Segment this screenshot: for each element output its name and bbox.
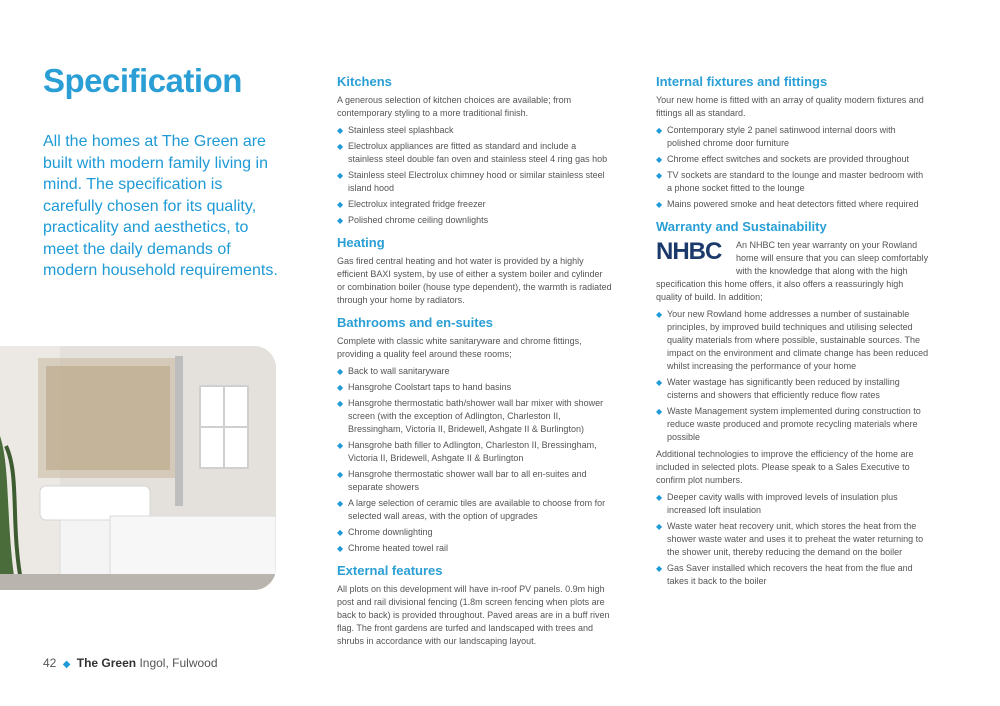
internal-section <box>656 74 930 211</box>
list-item: ◆ Contemporary style 2 panel satinwood internal doors with polished chrome door furniture <box>656 124 930 150</box>
intro-text: All the homes at The Green are built with modern family living in mind. The specification is carefully chosen for its quality, practicality and aesthetics, to meet the daily demands of modern household requirements. <box>43 133 278 279</box>
page-number: 42 <box>43 656 57 670</box>
list-item: ◆ Stainless steel splashback <box>337 124 612 137</box>
bathrooms-intro: Complete with classic white sanitaryware and chrome fittings, providing a quality feel around these rooms; <box>337 336 582 359</box>
warranty-heading: Warranty and Sustainability <box>656 219 827 234</box>
list-item: ◆ Waste Management system implemented during construction to reduce waste produced and promote recycling materials where possible <box>656 405 930 444</box>
location-name: Ingol, Fulwood <box>139 656 218 670</box>
heating-section <box>337 235 612 307</box>
bathroom-illustration <box>0 346 276 590</box>
list-item: ◆ Hansgrohe thermostatic shower wall bar to all en-suites and separate showers <box>337 468 612 494</box>
list-item: ◆ Chrome downlighting <box>337 526 612 539</box>
page-title: Specification <box>43 62 242 99</box>
bathrooms-heading: Bathrooms and en-suites <box>337 315 494 330</box>
spec-column-left <box>337 74 612 656</box>
bathroom-photo <box>0 346 276 590</box>
external-heading: External features <box>337 563 443 578</box>
kitchens-heading: Kitchens <box>337 74 392 89</box>
list-item: ◆ Chrome heated towel rail <box>337 542 612 555</box>
warranty-section <box>656 219 930 588</box>
diamond-icon: ◆ <box>62 659 71 670</box>
external-text: All plots on this development will have in-roof PV panels. 0.9m high post and rail divisional fencing (1.8m screen fencing when plots are back to back) is provided throughout. Paved areas are in a buff riven flag. The front gardens are turfed and landscaped with trees and shrubs in accordance with our landscaping layout. <box>337 584 610 646</box>
list-item: ◆ Mains powered smoke and heat detectors fitted where required <box>656 198 930 211</box>
page-footer <box>43 656 218 670</box>
kitchens-list <box>337 124 612 227</box>
internal-intro: Your new home is fitted with an array of quality modern fixtures and fittings all as standard. <box>656 95 924 118</box>
external-section <box>337 563 612 648</box>
list-item: ◆ Hansgrohe Coolstart taps to hand basins <box>337 381 612 394</box>
additional-text: Additional technologies to improve the efficiency of the home are included in selected plots. Please speak to a Sales Executive to confirm plot numbers. <box>656 449 914 485</box>
list-item: ◆ Stainless steel Electrolux chimney hood or similar stainless steel island hood <box>337 169 612 195</box>
list-item: ◆ Back to wall sanitaryware <box>337 365 612 378</box>
kitchens-section <box>337 74 612 227</box>
bathrooms-section <box>337 315 612 555</box>
additional-list <box>656 491 930 588</box>
internal-list <box>656 124 930 211</box>
list-item: ◆ Hansgrohe bath filler to Adlington, Charleston II, Bressingham, Victoria II, Bridewell, Ashgate II & Burlington <box>337 439 612 465</box>
list-item: ◆ Polished chrome ceiling downlights <box>337 214 612 227</box>
kitchens-intro: A generous selection of kitchen choices are available; from contemporary styling to a more traditional finish. <box>337 95 572 118</box>
list-item: ◆ Chrome effect switches and sockets are provided throughout <box>656 153 930 166</box>
list-item: ◆ Electrolux integrated fridge freezer <box>337 198 612 211</box>
warranty-list <box>656 308 930 444</box>
list-item: ◆ Electrolux appliances are fitted as standard and include a stainless steel double fan oven and stainless steel 4 ring gas hob <box>337 140 612 166</box>
heating-heading: Heating <box>337 235 385 250</box>
nhbc-logo: NHBC <box>656 238 722 265</box>
list-item: ◆ A large selection of ceramic tiles are available to choose from for selected wall areas, with the option of upgrades <box>337 497 612 523</box>
list-item: ◆ Hansgrohe thermostatic bath/shower wall bar mixer with shower screen (with the exception of Adlington, Charleston II, Bressingham, Victoria II, Bridewell, Ashgate II & Burlington) <box>337 397 612 436</box>
list-item: ◆ Gas Saver installed which recovers the heat from the flue and takes it back to the boiler <box>656 562 930 588</box>
warranty-intro-block <box>656 239 930 304</box>
heating-text: Gas fired central heating and hot water is provided by a highly efficient BAXI system, by use of either a system boiler and cylinder or combination boiler (house type dependent), the warmth is radiated through your home by radiators. <box>337 256 612 305</box>
spec-column-right <box>656 74 930 596</box>
list-item: ◆ Waste water heat recovery unit, which stores the heat from the shower waste water and uses it to preheat the water returning to the shower unit, thereby reducing the demand on the boiler <box>656 520 930 559</box>
internal-heading: Internal fixtures and fittings <box>656 74 828 89</box>
bathrooms-list <box>337 365 612 555</box>
list-item: ◆ Your new Rowland home addresses a number of sustainable principles, by improved build techniques and utilising selected quality materials from where possible, sustainable sources. The impact on the environment and climate change has been reduced whilst increasing the performance of your home <box>656 308 930 373</box>
warranty-intro: An NHBC ten year warranty on your Rowland home will ensure that you can sleep comfortably with the knowledge that along with the high specification this home offers, it also offers a reassuringly high quality of build. In addition; <box>656 240 929 302</box>
list-item: ◆ Water wastage has significantly been reduced by installing cisterns and showers that efficiently reduce flow rates <box>656 376 930 402</box>
list-item: ◆ TV sockets are standard to the lounge and master bedroom with a phone socket fitted to the lounge <box>656 169 930 195</box>
list-item: ◆ Deeper cavity walls with improved levels of insulation plus increased loft insulation <box>656 491 930 517</box>
development-name: The Green <box>76 656 137 670</box>
